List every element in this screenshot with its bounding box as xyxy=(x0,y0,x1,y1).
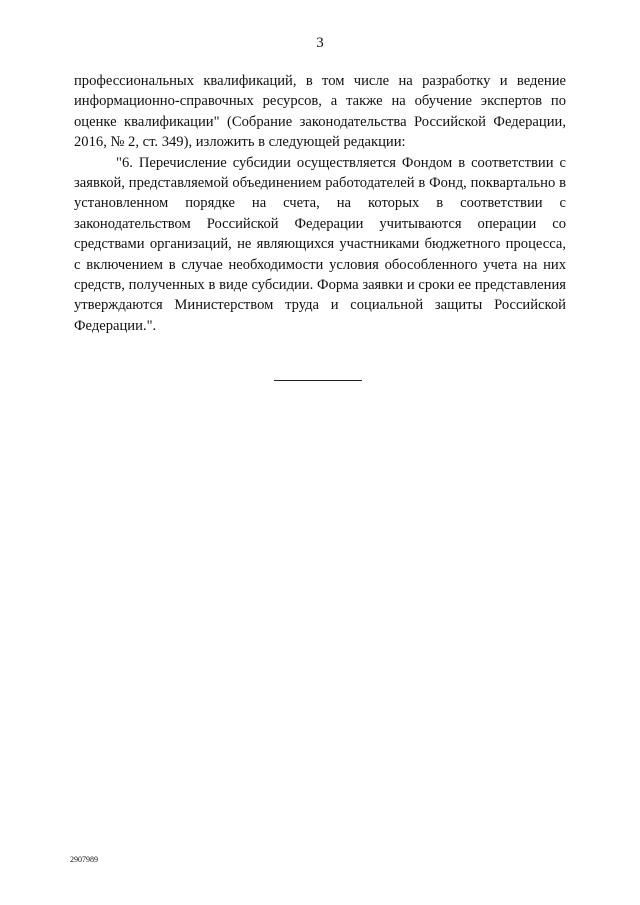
paragraph-amendment-item-6: "6. Перечисление субсидии осуществляется Фондом в соответствии с заявкой, представляемой объединением работодателей в Фонд, поквартально в установленном порядке на счета, на которых в соответствии с законодательством Российской Федерации учитываются операции со средствами организаций, не являющихся участниками бюджетного процесса, с включением в случае необходимости условия обособленного учета на них средств, полученных в виде субсидии. Форма заявки и сроки ее представления утверждаются Министерством труда и социальной защиты Российской Федерации.". xyxy=(74,154,566,334)
paragraph-continuation: профессиональных квалификаций, в том числе на разработку и ведение информационно-справочных ресурсов, а также на обучение экспертов по оценке квалификации" (Собрание законодательства Российской Федерации, 2016, № 2, ст. 349), изложить в следующей редакции: xyxy=(74,73,566,151)
page-number: 3 xyxy=(316,35,324,51)
document-body xyxy=(74,71,566,336)
end-of-text-separator xyxy=(274,380,362,381)
document-code: 2907989 xyxy=(70,855,98,864)
